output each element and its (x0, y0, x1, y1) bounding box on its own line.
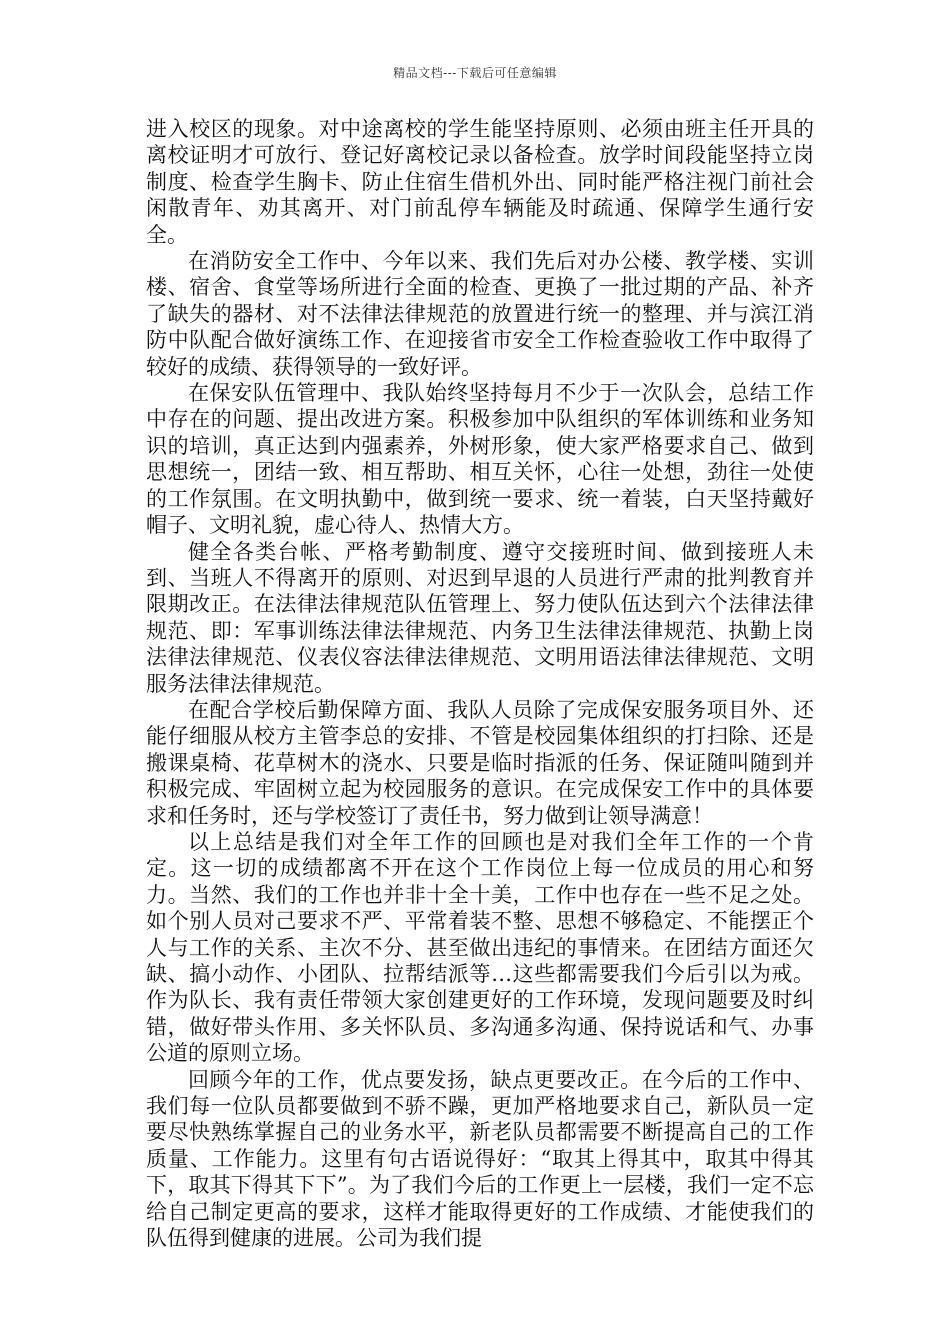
paragraph-records-discipline: 健全各类台帐、严格考勤制度、遵守交接班时间、做到接班人未到、当班人不得离开的原则、对迟到早退的人员进行严肃的批判教育并限期改正。在法律法律规范队伍管理上、努力使队伍达到六个法律法律规范、即：军事训练法律法律规范、内务卫生法律法律规范、执勤上岗法律法律规范、仪表仪容法律法律规范、文明用语法律法律规范、文明服务法律法律规范。 (146, 539, 814, 696)
paragraph-summary-shortcomings: 以上总结是我们对全年工作的回顾也是对我们全年工作的一个肯定。这一切的成绩都离不开在这个工作岗位上每一位成员的用心和努力。当然、我们的工作也并非十全十美，工作中也存在一些不足之处。如个别人员对己要求不严、平常着装不整、思想不够稳定、不能摆正个人与工作的关系、主次不分、甚至做出违纪的事情来。在团结方面还欠缺、搞小动作、小团队、拉帮结派等…这些都需要我们今后引以为戒。作为队长、我有责任带领大家创建更好的工作环境，发现问题要及时纠错，做好带头作用、多关怀队员、多沟通多沟通、保持说话和气、办事公道的原则立场。 (146, 829, 814, 1066)
paragraph-team-management: 在保安队伍管理中、我队始终坚持每月不少于一次队会，总结工作中存在的问题、提出改进方案。积极参加中队组织的军体训练和业务知识的培训，真正达到内强素养，外树形象，使大家严格要求自己、做到思想统一，团结一致、相互帮助、相互关怀，心往一处想，劲往一处使的工作氛围。在文明执勤中，做到统一要求、统一着装，白天坚持戴好帽子、文明礼貌，虚心待人、热情大方。 (146, 381, 814, 538)
page-header: 精品文档---下载后可任意编辑 (393, 66, 557, 80)
document-body (146, 116, 814, 1251)
paragraph-fire-safety: 在消防安全工作中、今年以来、我们先后对办公楼、教学楼、实训楼、宿舍、食堂等场所进行全面的检查、更换了一批过期的产品、补齐了缺失的器材、对不法律法律规范的放置进行统一的整理、并与滨江消防中队配合做好演练工作、在迎接省市安全工作检查验收工作中取得了较好的成绩、获得领导的一致好评。 (146, 249, 814, 379)
paragraph-logistics-support: 在配合学校后勤保障方面、我队人员除了完成保安服务项目外、还能仔细服从校方主管李总的安排、不管是校园集体组织的打扫除、还是搬课桌椅、花草树木的浇水、只要是临时指派的任务、保证随叫随到并积极完成、牢固树立起为校园服务的意识。在完成保安工作中的具体要求和任务时，还与学校签订了责任书，努力做到让领导满意！ (146, 697, 814, 828)
paragraph-review-outlook: 回顾今年的工作，优点要发扬，缺点更要改正。在今后的工作中、我们每一位队员都要做到不骄不躁，更加严格地要求自己，新队员一定要尽快熟练掌握自己的业务水平，新老队员都需要不断提高自己的工作质量、工作能力。这里有句古语说得好：“取其上得其中，取其中得其下，取其下得其下下”。为了我们今后的工作更上一层楼，我们一定不忘给自己制定更高的要求，这样才能取得更好的工作成绩、才能使我们的队伍得到健康的进展。公司为我们提 (146, 1067, 814, 1251)
paragraph-gate-duty: 进入校区的现象。对中途离校的学生能坚持原则、必须由班主任开具的离校证明才可放行、登记好离校记录以备检查。放学时间段能坚持立岗制度、检查学生胸卡、防止住宿生借机外出、同时能严格注视门前社会闲散青年、劝其离开、对门前乱停车辆能及时疏通、保障学生通行安全。 (146, 117, 814, 247)
